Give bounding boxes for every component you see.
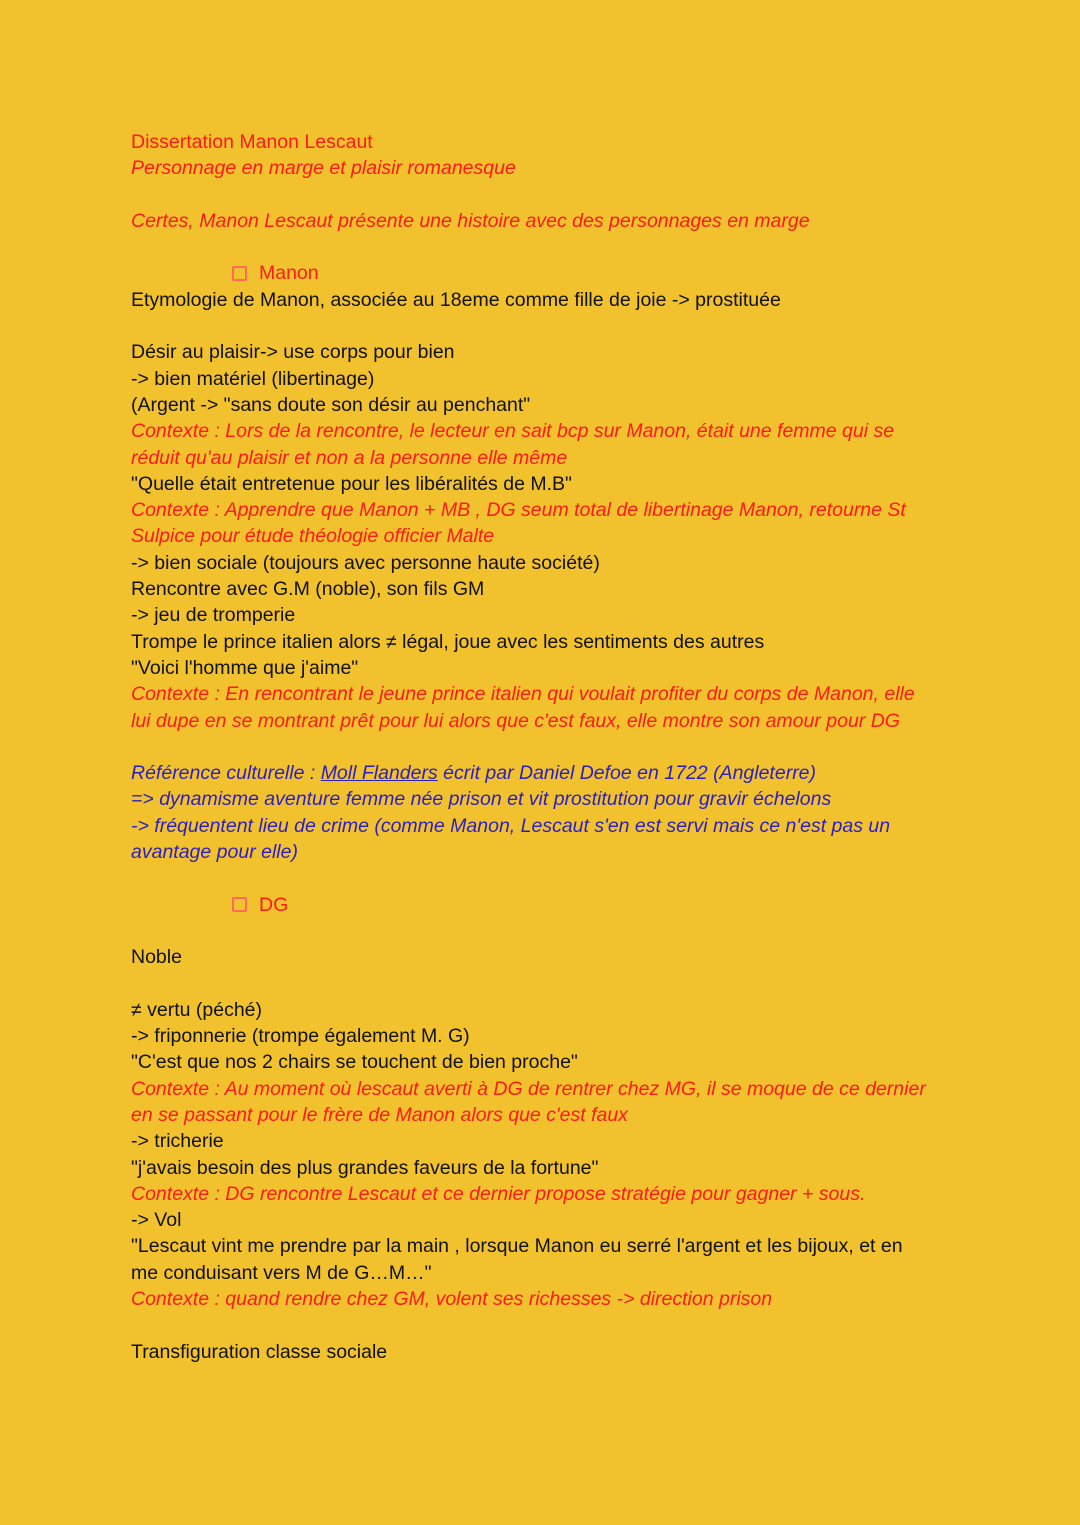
contexte-line: réduit qu'au plaisir et non a la personne elle même: [131, 446, 568, 469]
quote-line: "j'avais besoin des plus grandes faveurs de la fortune": [131, 1156, 599, 1179]
bien-social-line: -> bien sociale (toujours avec personne haute société): [131, 551, 600, 574]
quote-line: "Voici l'homme que j'aime": [131, 656, 359, 679]
friponnerie-line: -> friponnerie (trompe également M. G): [131, 1025, 470, 1048]
quote-line: "Lescaut vint me prendre par la main , lorsque Manon eu serré l'argent et les bijoux, et en: [131, 1235, 903, 1258]
trompe-line: Trompe le prince italien alors ≠ légal, joue avec les sentiments des autres: [131, 630, 765, 653]
checklist-label-manon: Manon: [259, 262, 319, 285]
spacer: [131, 734, 991, 760]
reference-prefix: Référence culturelle :: [131, 762, 321, 785]
quote-line: "C'est que nos 2 chairs se touchent de bien proche": [131, 1051, 578, 1074]
argent-line: (Argent -> "sans doute son désir au penchant": [131, 393, 531, 416]
transfiguration-line: Transfiguration classe sociale: [131, 1340, 388, 1363]
contexte-line: Contexte : DG rencontre Lescaut et ce dernier propose stratégie pour gagner + sous.: [131, 1182, 866, 1205]
document-title: Dissertation Manon Lescaut: [131, 131, 373, 153]
spacer: [131, 313, 991, 339]
reference-link[interactable]: Moll Flanders: [320, 762, 438, 785]
checkbox-icon[interactable]: [232, 266, 247, 281]
contexte-line: lui dupe en se montrant prêt pour lui alors que c'est faux, elle montre son amour pour DG: [131, 709, 900, 732]
quote-line: "Quelle était entretenue pour les libéralités de M.B": [131, 472, 572, 495]
document-subtitle: Personnage en marge et plaisir romanesque: [131, 157, 516, 180]
reference-line: => dynamisme aventure femme née prison et vit prostitution pour gravir échelons: [131, 788, 832, 811]
quote-line: me conduisant vers M de G…M…": [131, 1261, 432, 1284]
spacer: [131, 182, 991, 208]
vol-line: -> Vol: [131, 1209, 182, 1232]
reference-line: [131, 760, 991, 786]
tricherie-line: -> tricherie: [131, 1130, 224, 1153]
noble-line: Noble: [131, 946, 182, 969]
reference-line: avantage pour elle): [131, 841, 298, 864]
document-page: [131, 129, 991, 1365]
vertu-line: ≠ vertu (péché): [131, 998, 263, 1021]
contexte-line: Contexte : Lors de la rencontre, le lecteur en sait bcp sur Manon, était une femme qui se: [131, 420, 895, 443]
contexte-line: Contexte : Au moment où lescaut averti à DG de rentrer chez MG, il se moque de ce dernier: [131, 1077, 926, 1100]
bien-materiel-line: -> bien matériel (libertinage): [131, 367, 375, 390]
spacer: [131, 1312, 991, 1338]
contexte-line: Sulpice pour étude théologie officier Malte: [131, 525, 495, 548]
spacer: [131, 234, 991, 260]
desire-line: Désir au plaisir-> use corps pour bien: [131, 341, 455, 364]
contexte-line: en se passant pour le frère de Manon alors que c'est faux: [131, 1103, 628, 1126]
contexte-line: Contexte : Apprendre que Manon + MB , DG seum total de libertinage Manon, retourne St: [131, 499, 906, 522]
spacer: [131, 865, 991, 891]
etymology-line: Etymologie de Manon, associée au 18eme comme fille de joie -> prostituée: [131, 288, 781, 311]
reference-line: -> fréquentent lieu de crime (comme Manon, Lescaut s'en est servi mais ce n'est pas un: [131, 814, 891, 837]
checklist-item-manon[interactable]: [131, 260, 991, 286]
spacer: [131, 918, 991, 944]
reference-suffix: écrit par Daniel Defoe en 1722 (Angleterre): [437, 762, 817, 785]
checkbox-icon[interactable]: [232, 897, 247, 912]
rencontre-line: Rencontre avec G.M (noble), son fils GM: [131, 578, 485, 601]
contexte-line: Contexte : En rencontrant le jeune prince italien qui voulait profiter du corps de Manon, elle: [131, 683, 915, 706]
checklist-item-dg[interactable]: [131, 892, 991, 918]
spacer: [131, 971, 991, 997]
thesis-line: Certes, Manon Lescaut présente une histoire avec des personnages en marge: [131, 209, 810, 232]
jeu-line: -> jeu de tromperie: [131, 604, 296, 627]
checklist-label-dg: DG: [259, 893, 289, 916]
contexte-line: Contexte : quand rendre chez GM, volent ses richesses -> direction prison: [131, 1288, 773, 1311]
